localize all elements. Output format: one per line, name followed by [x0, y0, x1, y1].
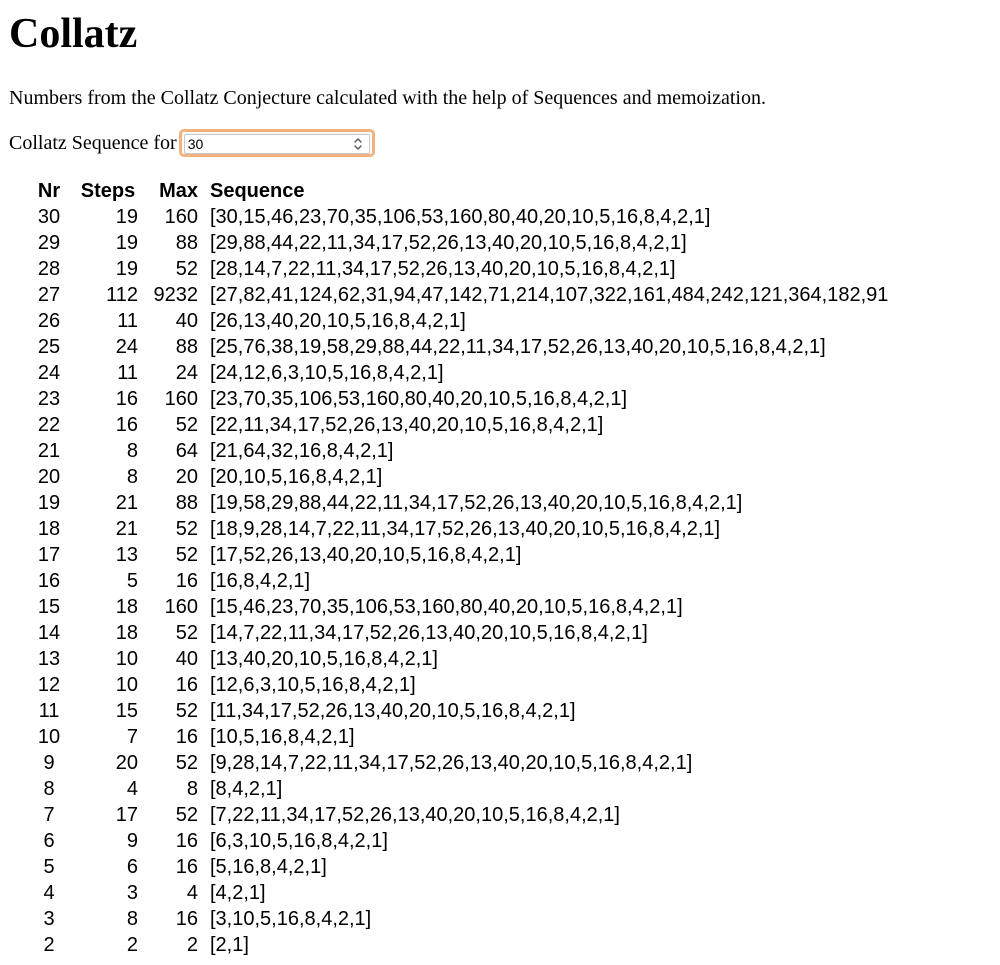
cell-steps: 10: [115, 674, 138, 696]
cell-sequence: [15,46,23,70,35,106,53,160,80,40,20,10,5,16,8,4,2,1]: [210, 596, 683, 618]
cell-sequence: [8,4,2,1]: [210, 778, 283, 800]
cell-max: 8: [186, 778, 198, 800]
cell-max: 160: [164, 596, 198, 618]
cell-max: 88: [175, 336, 198, 358]
table-row: [26, 828, 894, 854]
table-row: [26, 672, 894, 698]
cell-steps: 9: [126, 830, 138, 852]
number-input[interactable]: [184, 134, 351, 154]
up-down-chevron-icon[interactable]: [347, 134, 370, 154]
cell-max: 2: [186, 934, 198, 956]
cell-steps: 16: [115, 388, 138, 410]
cell-nr: 11: [38, 700, 60, 722]
cell-nr: 19: [37, 492, 61, 514]
cell-nr: 5: [43, 856, 55, 878]
cell-max: 16: [175, 674, 198, 696]
cell-sequence: [2,1]: [210, 934, 249, 956]
cell-steps: 11: [117, 362, 138, 384]
cell-steps: 8: [126, 466, 138, 488]
cell-max: 52: [175, 518, 198, 540]
sequence-form: [9, 128, 375, 158]
cell-nr: 3: [43, 908, 55, 930]
cell-steps: 112: [106, 284, 138, 306]
cell-max: 24: [175, 362, 198, 384]
cell-sequence: [7,22,11,34,17,52,26,13,40,20,10,5,16,8,4,2,1]: [210, 804, 620, 826]
cell-nr: 25: [37, 336, 61, 358]
table-row: [26, 230, 894, 256]
table-row: [26, 256, 894, 282]
cell-steps: 21: [115, 518, 138, 540]
cell-steps: 21: [115, 492, 138, 514]
cell-sequence: [27,82,41,124,62,31,94,47,142,71,214,107,322,161,484,242,121,364,182,91: [210, 284, 889, 306]
cell-max: 88: [175, 492, 198, 514]
cell-nr: 30: [37, 206, 61, 228]
cell-max: 16: [175, 570, 198, 592]
cell-steps: 7: [126, 726, 138, 748]
cell-steps: 17: [115, 804, 138, 826]
page-description: Numbers from the Collatz Conjecture calculated with the help of Sequences and memoization.: [9, 87, 766, 109]
cell-steps: 3: [126, 882, 138, 904]
cell-max: 9232: [153, 284, 198, 306]
cell-max: 16: [175, 856, 198, 878]
table-row: [26, 490, 894, 516]
cell-steps: 19: [115, 258, 138, 280]
table-row: [26, 516, 894, 542]
table-row: [26, 386, 894, 412]
cell-nr: 29: [37, 232, 61, 254]
cell-steps: 4: [126, 778, 138, 800]
table-row: [26, 308, 894, 334]
cell-steps: 24: [115, 336, 138, 358]
cell-max: 16: [175, 830, 198, 852]
cell-nr: 23: [37, 388, 61, 410]
cell-max: 40: [175, 310, 198, 332]
cell-max: 88: [175, 232, 198, 254]
table-row: [26, 932, 894, 958]
header-max: Max: [159, 179, 198, 202]
cell-max: 52: [175, 258, 198, 280]
cell-sequence: [4,2,1]: [210, 882, 266, 904]
cell-nr: 14: [37, 622, 61, 644]
cell-sequence: [16,8,4,2,1]: [210, 570, 311, 592]
cell-nr: 27: [37, 284, 61, 306]
table-row: [26, 880, 894, 906]
cell-steps: 8: [126, 440, 138, 462]
table-row: [26, 594, 894, 620]
cell-nr: 7: [43, 804, 55, 826]
cell-nr: 28: [37, 258, 61, 280]
sequence-input-label: Collatz Sequence for: [9, 131, 177, 154]
header-nr: Nr: [37, 179, 61, 202]
cell-nr: 15: [37, 596, 61, 618]
cell-max: 160: [164, 206, 198, 228]
cell-nr: 21: [37, 440, 61, 462]
table-row: [26, 854, 894, 880]
cell-sequence: [3,10,5,16,8,4,2,1]: [210, 908, 372, 930]
cell-nr: 13: [37, 648, 61, 670]
table-row: [26, 724, 894, 750]
number-input-wrapper[interactable]: [179, 129, 375, 157]
cell-steps: 10: [115, 648, 138, 670]
cell-sequence: [17,52,26,13,40,20,10,5,16,8,4,2,1]: [210, 544, 522, 566]
cell-nr: 10: [37, 726, 61, 748]
cell-sequence: [18,9,28,14,7,22,11,34,17,52,26,13,40,20,10,5,16,8,4,2,1]: [210, 518, 721, 540]
cell-sequence: [21,64,32,16,8,4,2,1]: [210, 440, 394, 462]
cell-steps: 19: [115, 206, 138, 228]
cell-nr: 8: [43, 778, 55, 800]
cell-nr: 18: [37, 518, 61, 540]
table-row: [26, 282, 894, 308]
table-row: [26, 906, 894, 932]
cell-max: 64: [175, 440, 198, 462]
cell-nr: 6: [43, 830, 55, 852]
cell-sequence: [13,40,20,10,5,16,8,4,2,1]: [210, 648, 438, 670]
table-row: [26, 360, 894, 386]
cell-max: 52: [175, 700, 198, 722]
collatz-table: [26, 178, 894, 958]
table-row: [26, 542, 894, 568]
cell-sequence: [29,88,44,22,11,34,17,52,26,13,40,20,10,5,16,8,4,2,1]: [210, 232, 687, 254]
cell-nr: 9: [43, 752, 55, 774]
cell-sequence: [9,28,14,7,22,11,34,17,52,26,13,40,20,10,5,16,8,4,2,1]: [210, 752, 693, 774]
cell-max: 160: [164, 388, 198, 410]
cell-sequence: [14,7,22,11,34,17,52,26,13,40,20,10,5,16,8,4,2,1]: [210, 622, 648, 644]
cell-nr: 26: [37, 310, 61, 332]
table-row: [26, 646, 894, 672]
cell-sequence: [19,58,29,88,44,22,11,34,17,52,26,13,40,20,10,5,16,8,4,2,1]: [210, 492, 743, 514]
cell-sequence: [12,6,3,10,5,16,8,4,2,1]: [210, 674, 416, 696]
table-body: [26, 204, 894, 958]
cell-max: 16: [175, 908, 198, 930]
table-row: [26, 204, 894, 230]
table-row: [26, 750, 894, 776]
cell-max: 40: [175, 648, 198, 670]
cell-nr: 20: [37, 466, 61, 488]
table-row: [26, 620, 894, 646]
table-row: [26, 802, 894, 828]
cell-max: 52: [175, 544, 198, 566]
cell-steps: 8: [126, 908, 138, 930]
cell-sequence: [6,3,10,5,16,8,4,2,1]: [210, 830, 388, 852]
cell-max: 52: [175, 804, 198, 826]
cell-steps: 5: [126, 570, 138, 592]
cell-nr: 4: [43, 882, 55, 904]
cell-steps: 11: [117, 310, 138, 332]
cell-max: 4: [186, 882, 198, 904]
cell-max: 16: [175, 726, 198, 748]
cell-sequence: [28,14,7,22,11,34,17,52,26,13,40,20,10,5,16,8,4,2,1]: [210, 258, 676, 280]
cell-sequence: [10,5,16,8,4,2,1]: [210, 726, 355, 748]
table-row: [26, 464, 894, 490]
page-title: Collatz: [9, 11, 138, 57]
cell-nr: 22: [37, 414, 61, 436]
cell-max: 52: [175, 752, 198, 774]
cell-steps: 19: [115, 232, 138, 254]
cell-steps: 6: [126, 856, 138, 878]
table-header-row: [26, 178, 894, 204]
cell-sequence: [25,76,38,19,58,29,88,44,22,11,34,17,52,26,13,40,20,10,5,16,8,4,2,1]: [210, 336, 826, 358]
table-row: [26, 698, 894, 724]
cell-steps: 18: [115, 596, 138, 618]
cell-max: 52: [175, 414, 198, 436]
cell-steps: 2: [126, 934, 138, 956]
cell-nr: 24: [37, 362, 61, 384]
cell-nr: 2: [43, 934, 55, 956]
cell-max: 20: [175, 466, 198, 488]
table-row: [26, 334, 894, 360]
table-row: [26, 568, 894, 594]
cell-sequence: [5,16,8,4,2,1]: [210, 856, 327, 878]
table-row: [26, 412, 894, 438]
header-sequence: Sequence: [210, 179, 305, 202]
cell-steps: 16: [115, 414, 138, 436]
cell-sequence: [20,10,5,16,8,4,2,1]: [210, 466, 383, 488]
cell-steps: 18: [115, 622, 138, 644]
cell-sequence: [26,13,40,20,10,5,16,8,4,2,1]: [210, 310, 466, 332]
cell-sequence: [22,11,34,17,52,26,13,40,20,10,5,16,8,4,2,1]: [210, 414, 604, 436]
cell-steps: 13: [115, 544, 138, 566]
cell-steps: 20: [115, 752, 138, 774]
table-row: [26, 776, 894, 802]
header-steps: Steps: [80, 179, 136, 202]
cell-max: 52: [175, 622, 198, 644]
cell-sequence: [30,15,46,23,70,35,106,53,160,80,40,20,10,5,16,8,4,2,1]: [210, 206, 711, 228]
cell-nr: 12: [37, 674, 61, 696]
cell-sequence: [24,12,6,3,10,5,16,8,4,2,1]: [210, 362, 444, 384]
cell-nr: 16: [37, 570, 61, 592]
cell-sequence: [11,34,17,52,26,13,40,20,10,5,16,8,4,2,1]: [210, 700, 576, 722]
table-row: [26, 438, 894, 464]
cell-nr: 17: [37, 544, 61, 566]
cell-sequence: [23,70,35,106,53,160,80,40,20,10,5,16,8,4,2,1]: [210, 388, 628, 410]
cell-steps: 15: [115, 700, 138, 722]
